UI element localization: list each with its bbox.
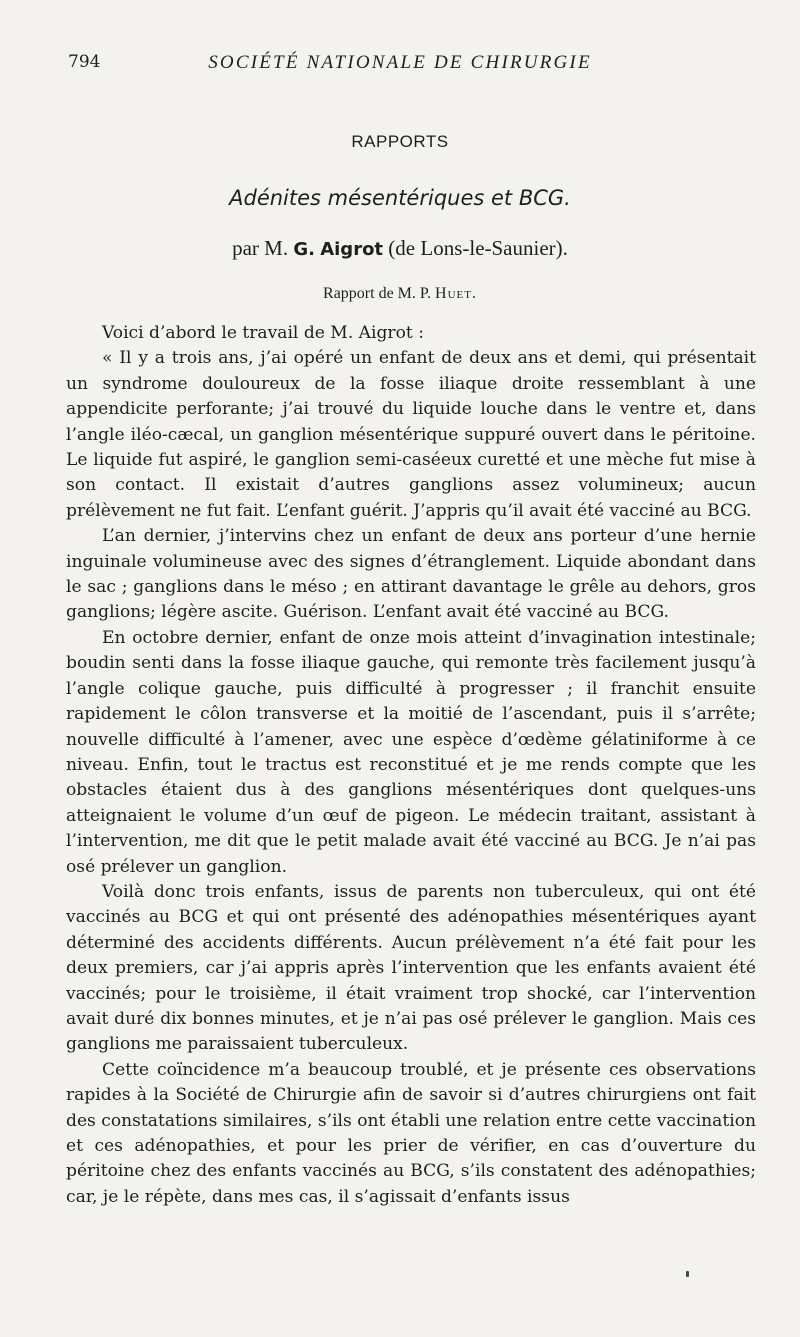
byline-prefix: par M.: [232, 236, 294, 260]
author-name: Aigrot: [320, 239, 384, 260]
author-initial: G.: [293, 239, 315, 260]
article-title: Adénites mésentériques et BCG.: [229, 186, 571, 210]
paragraph: Voilà donc trois enfants, issus de parents non tuberculeux, qui ont été vaccinés au BCG et qui ont présenté des adénopathies mésentériques ayant déterminé des accidents différents. Aucun prélèvement n’a été fait pour les deux premiers, car j’ai appris après l’intervention que les enfants avaient été vaccinés; pour le troisième, il était vraiment trop shocké, car l’intervention avait duré dix bonnes minutes, et je n’ai pas osé prélever le ganglion. Mais ces ganglions me paraissaient tuberculeux.: [66, 881, 756, 1055]
paragraph: Cette coïncidence m’a beaucoup troublé, et je présente ces observations rapides à la Société de Chirurgie afin de savoir si d’autres chirurgiens ont fait des constatations similaires, s’ils ont établi une relation entre cette vaccination et ces adénopathies, et pour les prier de vérifier, en cas d’ouverture du péritoine chez des enfants vaccinés au BCG, s’ils constatent des adénopathies; car, je le répète, dans mes cas, il s’agissait d’enfants issus: [66, 1059, 756, 1207]
affiliation: (de Lons-le-Saunier).: [383, 236, 568, 260]
section-title: RAPPORTS: [351, 132, 449, 151]
article-body: [66, 321, 756, 1210]
report-prefix: Rapport de M. P.: [323, 285, 436, 302]
reporter-name: Huet.: [435, 285, 477, 302]
page-number: 794: [68, 52, 101, 72]
report-attribution: [0, 285, 800, 303]
print-mark: [686, 1271, 689, 1277]
paragraph: L’an dernier, j’intervins chez un enfant de deux ans porteur d’une hernie inguinale volumineuse avec des signes d’étranglement. Liquide abondant dans le sac ; ganglions dans le méso ; en attirant davantage le grêle au dehors, gros ganglions; légère ascite. Guérison. L’enfant avait été vacciné au BCG.: [66, 526, 756, 623]
running-head: [0, 52, 800, 76]
paragraph: « Il y a trois ans, j’ai opéré un enfant de deux ans et demi, qui présentait un syndrome douloureux de la fosse iliaque droite ressemblant à une appendicite perforante; j’ai trouvé du liquide louche dans le ventre et, dans l’angle iléo-cæcal, un ganglion mésentérique suppuré ouvert dans le péritoine. Le liquide fut aspiré, le ganglion semi-caséeux curetté et une mèche fut mise à son contact. Il existait d’autres ganglions assez volumineux; aucun prélèvement ne fut fait. L’enfant guérit. J’appris qu’il avait été vacciné au BCG.: [66, 348, 756, 521]
paragraph: Voici d’abord le travail de M. Aigrot :: [102, 323, 424, 343]
paragraph: En octobre dernier, enfant de onze mois atteint d’invagination intestinale; boudin senti dans la fosse iliaque gauche, qui remonte très facilement jusqu’à l’angle colique gauche, puis difficulté à progresser ; il franchit ensuite rapidement le côlon transverse et la moitié de l’ascendant, puis il s’arrête; nouvelle difficulté à l’amener, avec une espèce d’œdème gélatiniforme à ce niveau. Enfin, tout le tractus est reconstitué et je me rends compte que les obstacles étaient dus à des ganglions mésentériques dont quelques-uns atteignaient le volume d’un œuf de pigeon. Le médecin traitant, assistant à l’intervention, me dit que le petit malade avait été vacciné au BCG. Je n’ai pas osé prélever un ganglion.: [66, 627, 756, 877]
journal-title: SOCIÉTÉ NATIONALE DE CHIRURGIE: [208, 52, 592, 73]
byline: [0, 236, 800, 261]
